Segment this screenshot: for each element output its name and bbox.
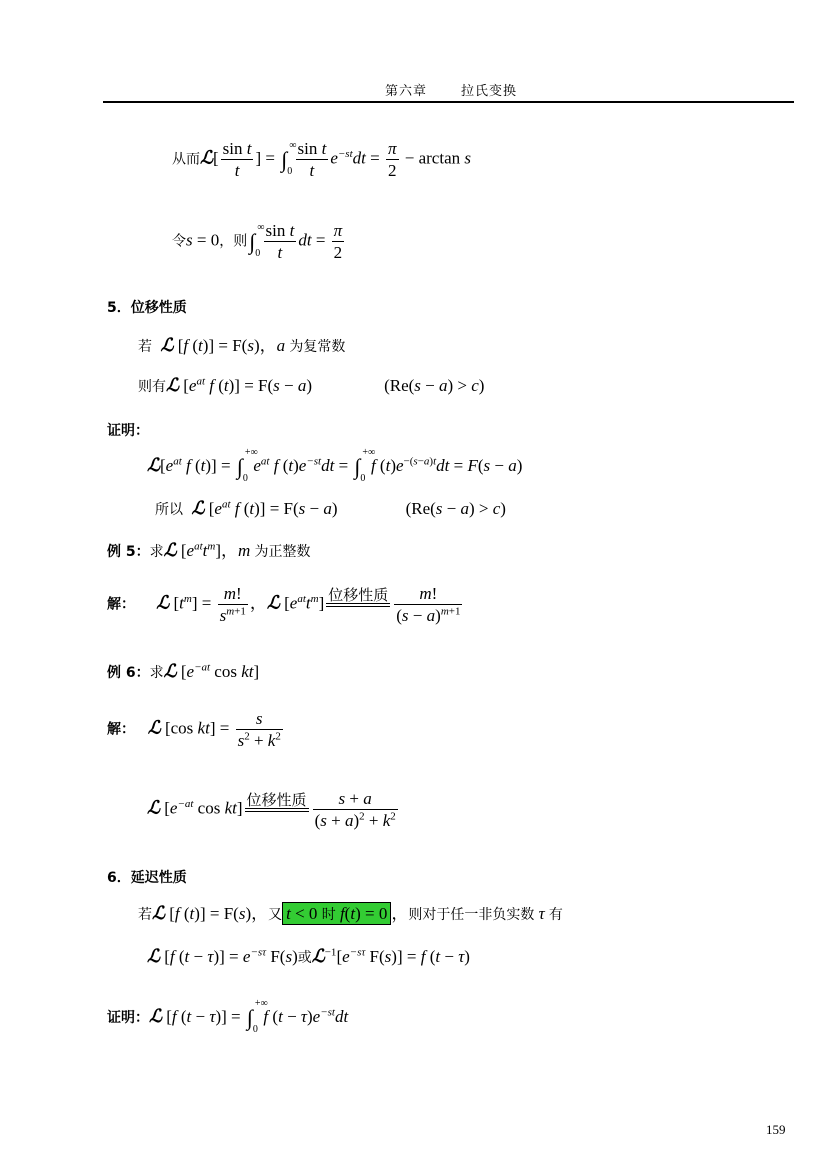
equation-shift-proof: $ℒ[e^{at}$ f (t)] = ∫ +∞ 0 $e^{at}$ f $(t)e^{-st}dt$ = ∫ +∞ 0 f $(t)e^{-(s-a)t}dt = F(s - a)$	[147, 447, 523, 484]
equation-sinc-transform: 从而ℒ[ $\frac{\text{sin t}}{t}$ ] = ∫ ∞ 0 $\frac{\text{sin t}}{t}$ $e^{-st}dt$ = $\frac{\pi}{2}$ − arctan s	[172, 139, 471, 180]
section-6-assumption: 若ℒ [f (t)] = F(s)，又 t < 0 时 f(t) = 0 ，则对于任一非负实数 τ 有	[138, 903, 563, 924]
section-6-result: ℒ [f $(t - \tau)] = e^{-s\tau}$ F(s)或$ℒ^{-1}[e^{-s\tau}$ F(s)] = f (t − τ)	[147, 946, 470, 967]
section-5-title: 5．位移性质	[107, 300, 187, 316]
page-number: 159	[766, 1122, 786, 1137]
example-5-solution: 解： ℒ $[t^m]$ = $\frac{m!}{s^{m+1}}$ ，ℒ $[e^{at}t^m]$ 位移性质 $\frac{m!}{(s - a)^{m+1}}$	[107, 584, 461, 625]
equation-dirichlet-integral: 令s = 0，则∫ ∞ 0 $\frac{\text{sin t}}{t}$ dt = $\frac{\pi}{2}$	[172, 221, 343, 262]
page-header	[385, 80, 517, 99]
header-rule	[103, 101, 794, 103]
section-5-assumption: 若 ℒ [f (t)] = F(s)，a 为复常数	[138, 335, 346, 356]
section-6-title: 6．延迟性质	[107, 870, 187, 886]
proof-label-2-line: 证明：ℒ [f (t − τ)] = ∫ +∞ 0 f $(t - \tau)e^{-st}dt$	[107, 998, 349, 1035]
section-5-conclusion: 所以 ℒ [$e^{at}$ f (t)] = F(s − a) (Re(s − a) > c)	[155, 498, 506, 519]
chapter-label: 第六章	[385, 84, 428, 99]
example-6-solution-step2: ℒ [$e^{-at}$ cos kt] 位移性质 $\frac{s + a}{(s + a)^2 + k^2}$	[147, 789, 396, 830]
example-5-question: 例 5：求ℒ $[e^{at}t^m]$，m 为正整数	[107, 540, 311, 561]
section-5-result: 则有ℒ [$e^{at}$ f (t)] = F(s − a) (Re(s − a) > c)	[138, 375, 485, 396]
chapter-title: 拉氏变换	[461, 84, 518, 99]
example-6-solution-step1: 解： ℒ [cos kt] = $\frac{s}{s^2 + k^2}$	[107, 709, 281, 750]
highlighted-condition: t < 0 时 f(t) = 0	[282, 902, 391, 925]
proof-label-1: 证明：	[107, 423, 149, 439]
example-6-question: 例 6：求ℒ [$e^{-at}$ cos kt]	[107, 661, 260, 682]
